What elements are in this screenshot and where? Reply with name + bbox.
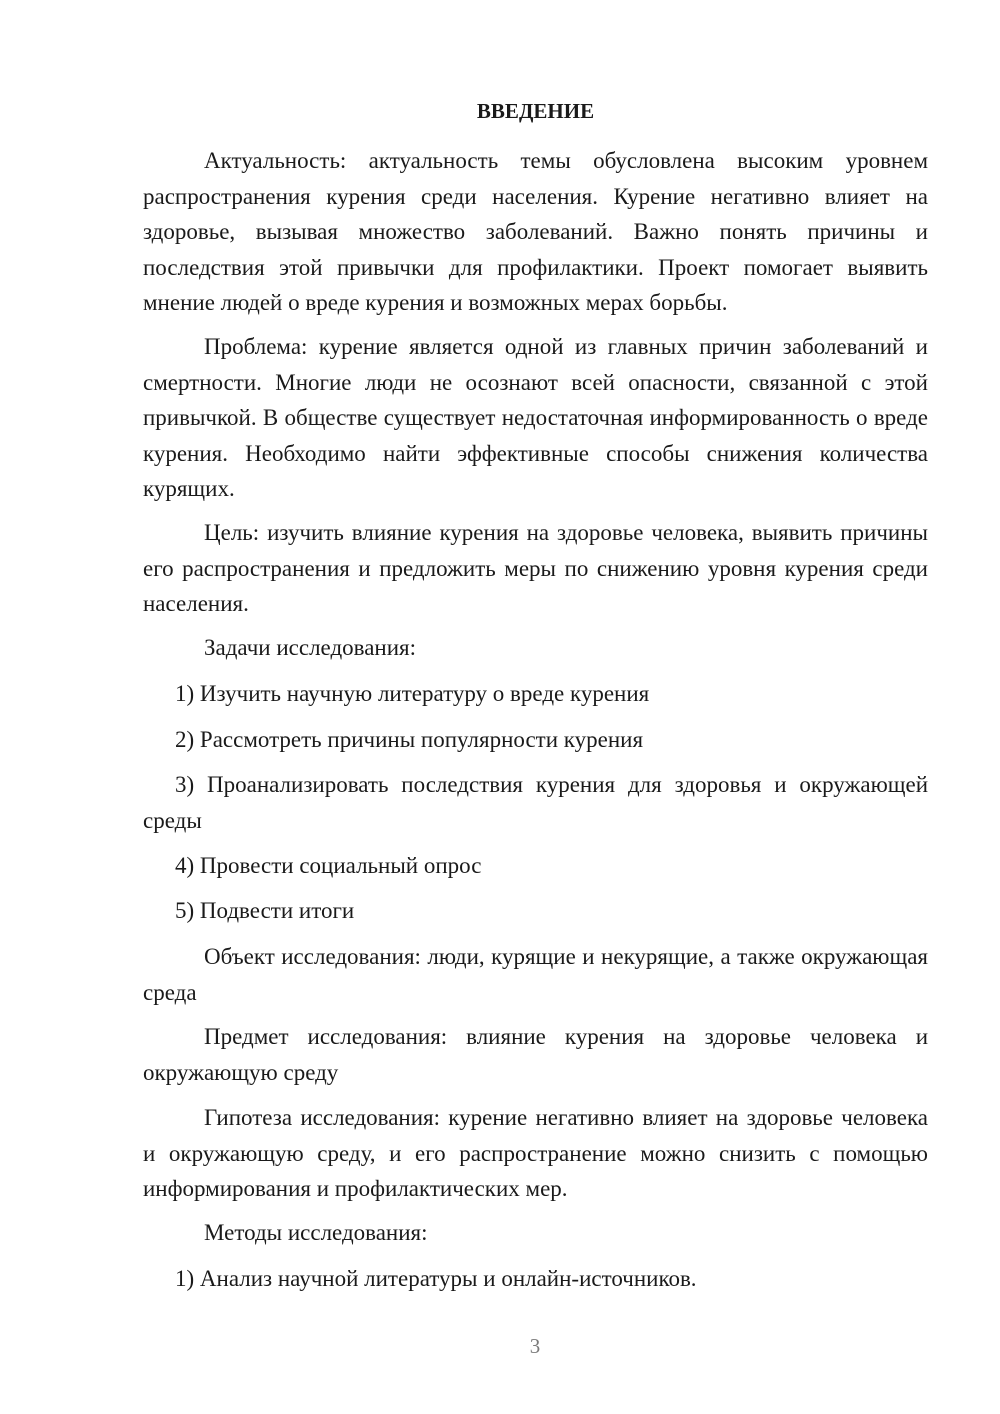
tasks-heading: Задачи исследования: bbox=[204, 635, 417, 660]
task-item-5: 5) Подвести итоги bbox=[175, 898, 355, 923]
task-item-4: 4) Провести социальный опрос bbox=[175, 853, 482, 878]
task-item-3: 3) Проанализировать последствия курения для здоровья и окружающей среды bbox=[143, 772, 928, 833]
paragraph-relevance: Актуальность: актуальность темы обусловлена высоким уровнем распространения курения среди населения. Курение негативно влияет на здоровье, вызывая множество заболеваний. Важно понять причины и последствия этой привычки для профилактики. Проект помогает выявить мнение людей о вреде курения и возможных мерах борьбы. bbox=[143, 148, 928, 315]
paragraph-object: Объект исследования: люди, курящие и некурящие, а также окружающая среда bbox=[143, 944, 928, 1005]
method-item-1: 1) Анализ научной литературы и онлайн-источников. bbox=[175, 1266, 697, 1291]
task-item-1: 1) Изучить научную литературу о вреде курения bbox=[175, 681, 650, 706]
paragraph-problem: Проблема: курение является одной из главных причин заболеваний и смертности. Многие люди не осознают всей опасности, связанной с этой привычкой. В обществе существует недостаточная информированность о вреде курения. Необходимо найти эффективные способы снижения количества курящих. bbox=[143, 334, 928, 501]
paragraph-goal: Цель: изучить влияние курения на здоровье человека, выявить причины его распространения и предложить меры по снижению уровня курения среди населения. bbox=[143, 520, 928, 616]
paragraph-hypothesis: Гипотеза исследования: курение негативно влияет на здоровье человека и окружающую среду, и его распространение можно снизить с помощью информирования и профилактических мер. bbox=[143, 1105, 928, 1201]
page-number: 3 bbox=[529, 1334, 541, 1358]
task-item-2: 2) Рассмотреть причины популярности курения bbox=[175, 727, 644, 752]
page-title: ВВЕДЕНИЕ bbox=[476, 99, 595, 123]
methods-heading: Методы исследования: bbox=[204, 1220, 428, 1245]
paragraph-subject: Предмет исследования: влияние курения на здоровье человека и окружающую среду bbox=[143, 1024, 928, 1085]
